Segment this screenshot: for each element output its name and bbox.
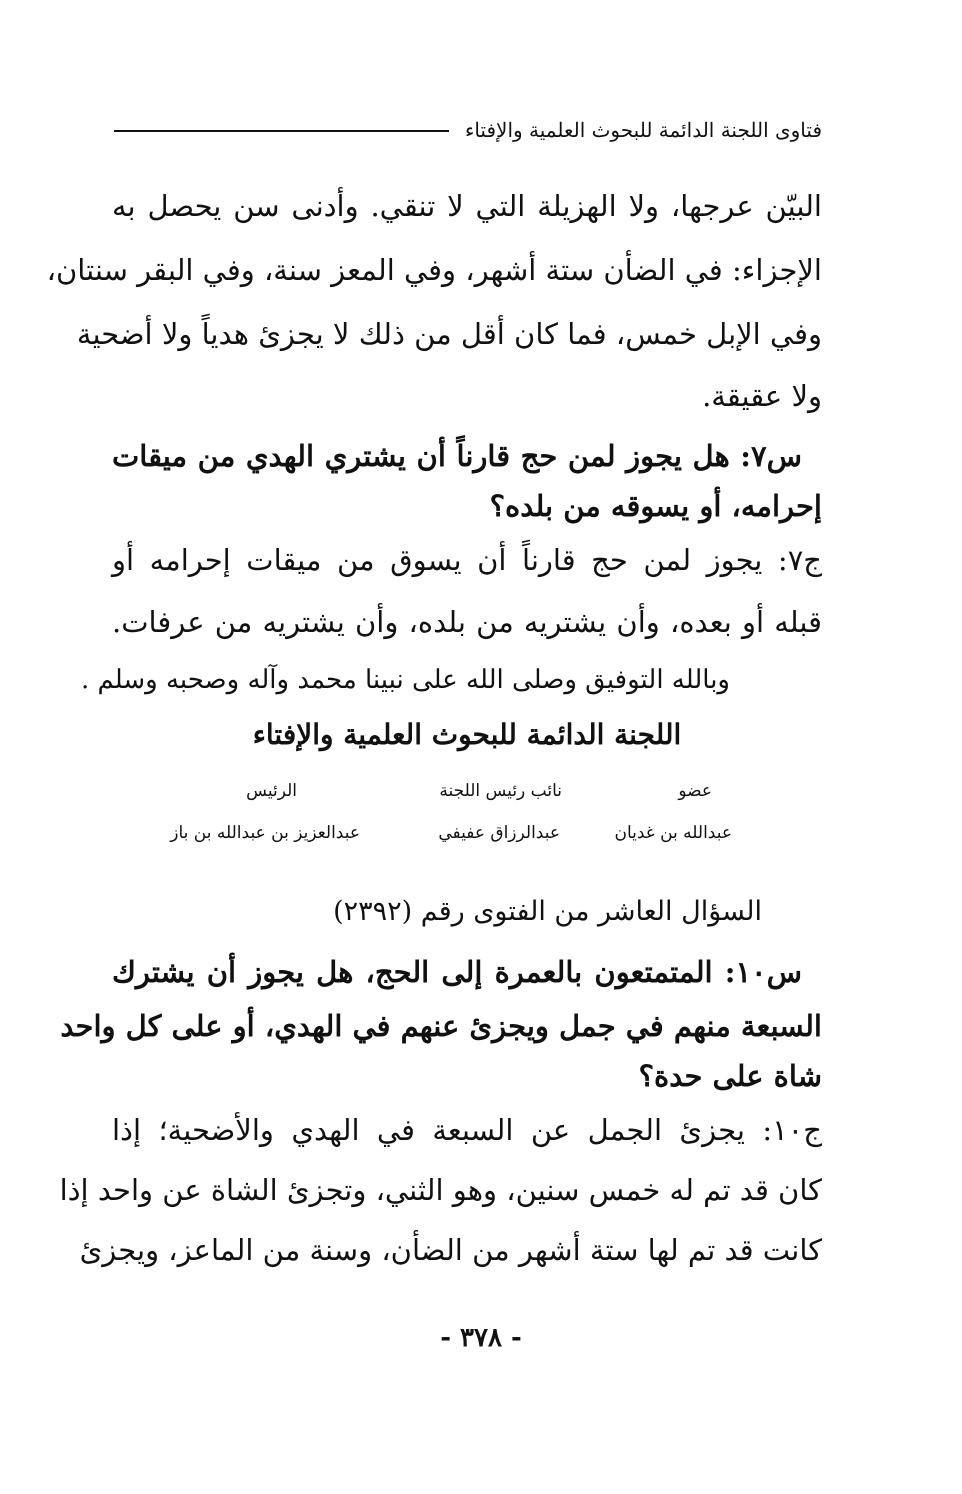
question-line: س٧: هل يجوز لمن حج قارناً أن يشتري الهدي من ميقات [112, 439, 802, 473]
role-vice-chair: نائب رئيس اللجنة [439, 781, 562, 801]
signature-names [112, 818, 822, 848]
body-line: وفي الإبل خمس، فما كان أقل من ذلك لا يجزئ هدياً ولا أضحية [76, 317, 822, 351]
role-member: عضو [678, 781, 712, 801]
body-line: الإجزاء: في الضأن ستة أشهر، وفي المعز سنة، وفي البقر سنتان، [46, 253, 822, 287]
answer-line: قبله أو بعده، وأن يشتريه من بلده، وأن يشتريه من عرفات. [112, 605, 822, 639]
fatwa-heading: السؤال العاشر من الفتوى رقم (٢٣٩٢) [333, 896, 762, 927]
header-rule [114, 130, 449, 132]
answer-line: ج١٠: يجزئ الجمل عن السبعة في الهدي والأضحية؛ إذا [112, 1113, 822, 1147]
body-line: البيّن عرجها، ولا الهزيلة التي لا تنقي. وأدنى سن يحصل به [112, 189, 822, 223]
signature-roles [112, 776, 822, 806]
question-line: س١٠: المتمتعون بالعمرة إلى الحج، هل يجوز أن يشترك [112, 955, 802, 989]
closing-line: وبالله التوفيق وصلى الله على نبينا محمد وآله وصحبه وسلم . [80, 665, 730, 695]
role-chair: الرئيس [246, 781, 297, 801]
question-line: السبعة منهم في جمل ويجزئ عنهم في الهدي، أو على كل واحد [60, 1009, 822, 1043]
committee-name: اللجنة الدائمة للبحوث العلمية والإفتاء [252, 718, 682, 751]
member-name: عبدالله بن غديان [614, 823, 732, 843]
question-line: شاة على حدة؟ [638, 1059, 822, 1093]
header-title: فتاوى اللجنة الدائمة للبحوث العلمية والإفتاء [464, 118, 822, 142]
vice-chair-name: عبدالرزاق عفيفي [438, 823, 560, 843]
page-number: - ٣٧٨ - [440, 1323, 522, 1353]
answer-line: ج٧: يجوز لمن حج قارناً أن يسوق من ميقات إحرامه أو [112, 543, 822, 577]
body-line: ولا عقيقة. [702, 379, 822, 413]
answer-line: كانت قد تم لها ستة أشهر من الضأن، وسنة من الماعز، ويجزئ [79, 1233, 822, 1267]
question-line: إحرامه، أو يسوقه من بلده؟ [489, 489, 822, 523]
running-header [112, 115, 822, 155]
chair-name: عبدالعزيز بن عبدالله بن باز [170, 823, 360, 843]
answer-line: كان قد تم له خمس سنين، وهو الثني، وتجزئ الشاة عن واحد إذا [59, 1173, 822, 1207]
